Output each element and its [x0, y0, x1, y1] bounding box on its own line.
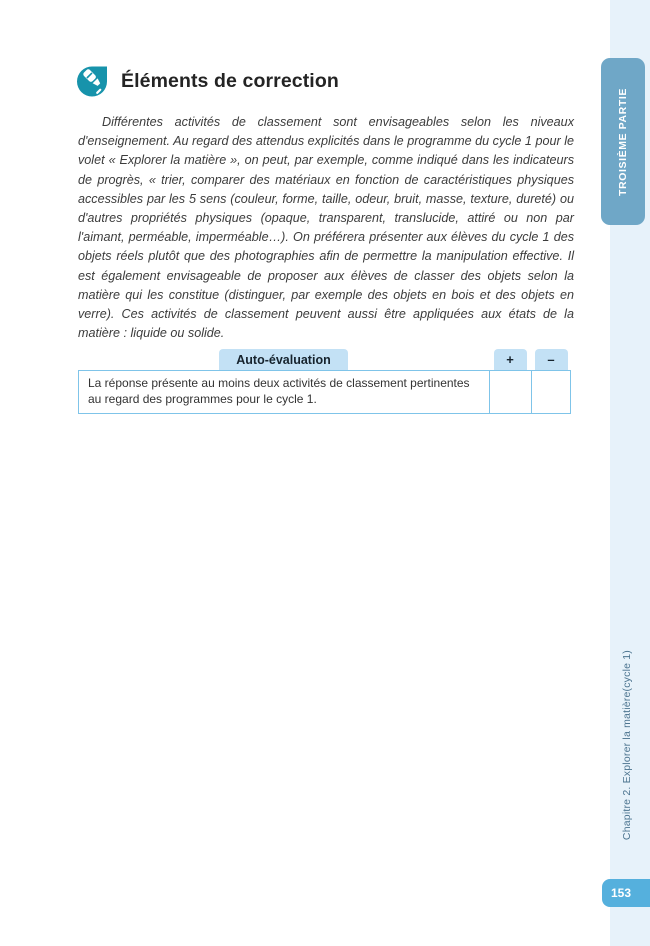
- table-header-row: [78, 349, 571, 370]
- part-tab: [601, 58, 645, 225]
- highlighter-icon: [75, 64, 110, 99]
- criteria-column-header-area: [78, 349, 489, 370]
- plus-column-header-area: [489, 349, 531, 370]
- section-heading: [75, 64, 339, 99]
- page-title: Éléments de correction: [121, 70, 339, 92]
- table-row: [78, 370, 571, 414]
- chapter-label: Chapitre 2. Explorer la matière(cycle 1): [621, 649, 633, 840]
- minus-column-header-area: [531, 349, 571, 370]
- minus-column-header: –: [535, 349, 568, 370]
- page-number-badge: 153: [602, 879, 650, 907]
- criterion-text: La réponse présente au moins deux activités de classement pertinentes au regard des programmes pour le cycle 1.: [88, 376, 470, 406]
- part-tab-label: TROISIÈME PARTIE: [617, 87, 629, 196]
- auto-evaluation-header: Auto-évaluation: [219, 349, 348, 370]
- minus-check-cell: [531, 371, 570, 413]
- correction-paragraph: Différentes activités de classement sont envisageables selon les niveaux d'enseignement. Au regard des attendus explicités dans le programme du cycle 1 pour le volet « Explorer la matière », on peut, par exemple, comme indiqué dans les indicateurs de progrès, « trier, comparer des matériaux en fonction de caractéristiques physiques accessibles par les 5 sens (couleur, forme, taille, odeur, bruit, masse, texture, dureté) ou d'autres propriétés physiques (opaque, transparent, translucide, attiré ou non par l'aimant, perméable, imperméable…). On préférera présenter aux élèves du cycle 1 des objets réels plutôt que des photographies afin de permettre la manipulation effective. Il est également envisageable de proposer aux élèves de classer des objets selon la matière qui les constitue (distinguer, par exemple des objets en bois et des objets en verre). Ces activités de classement peuvent aussi être appliquées aux états de la matière : liquide ou solide.: [78, 115, 574, 341]
- auto-evaluation-table: [78, 349, 571, 414]
- plus-column-header: +: [494, 349, 527, 370]
- plus-check-cell: [489, 371, 531, 413]
